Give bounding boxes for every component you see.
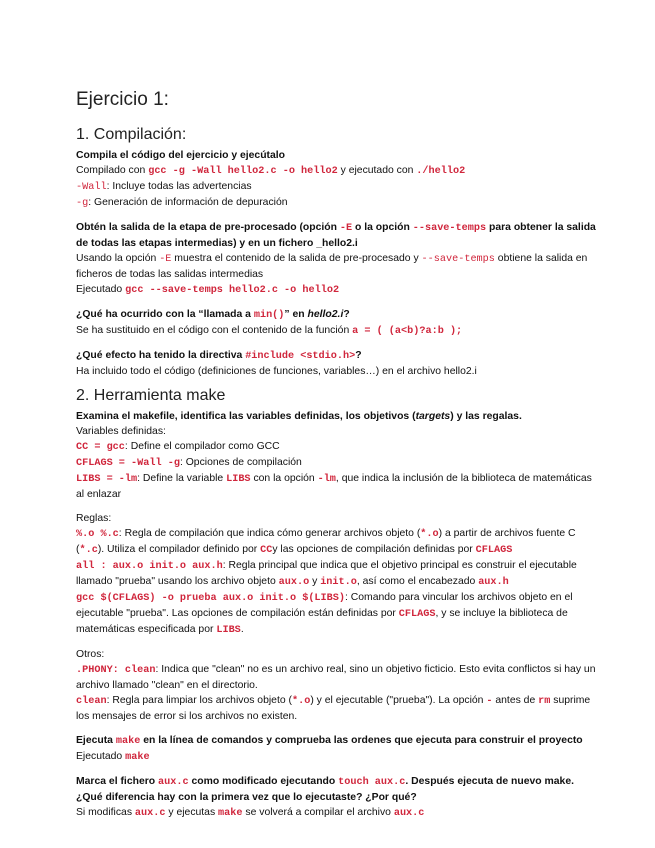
var-cc: CC = gcc: Define el compilador como GCC: [76, 441, 280, 453]
question-compila: Compila el código del ejercicio y ejecútalo: [76, 150, 286, 161]
question-makefile: Examina el makefile, identifica las variables definidas, los objetivos (targets) y las regalas.: [76, 411, 522, 422]
page-title: Ejercicio 1:: [76, 89, 169, 110]
answer-touch: Si modificas aux.c y ejecutas make se volverá a compilar el archivo aux.c: [76, 807, 425, 819]
section-compilacion-heading: 1. Compilación:: [76, 126, 187, 143]
others-label: Otros:: [76, 649, 105, 660]
answer-ejecutado-save-temps: Ejecutado gcc --save-temps hello2.c -o hello2: [76, 284, 340, 296]
question-include: ¿Qué efecto ha tenido la directiva #include <stdio.h>?: [76, 350, 362, 362]
answer-compilado: Compilado con gcc -g -Wall hello2.c -o hello2 y ejecutado con ./hello2: [76, 165, 466, 177]
document-page: [76, 88, 596, 821]
question-preprocesado: Obtén la salida de la etapa de pre-procesado (opción -E o la opción --save-temps para obtener la salida de todas las etapas intermedias) y en un fichero _hello2.i: [76, 222, 596, 249]
g-line: -g: Generación de información de depuración: [76, 197, 288, 209]
other-clean: clean: Regla para limpiar los archivos objeto (*.o) y el ejecutable ("prueba"). La opción - antes de rm suprime los mensajes de error si los archivos no existen.: [76, 695, 591, 722]
rule-all: all : aux.o init.o aux.h: Regla principal que indica que el objetivo principal es construir el ejecutable llamado "prueba" usando los archivo objeto aux.o y init.o, así como el encabezado aux.h: [76, 560, 577, 588]
section-make-heading: 2. Herramienta make: [76, 387, 226, 404]
answer-min: Se ha sustituido en el código con el contenido de la función a = ( (a<b)?a:b );: [76, 325, 463, 337]
question-diferencia: ¿Qué diferencia hay con la primera vez que lo ejecutaste? ¿Por qué?: [76, 792, 417, 803]
question-min: ¿Qué ha ocurrido con la “llamada a min()” en hello2.i?: [76, 309, 350, 321]
rule-pattern: %.o %.c: Regla de compilación que indica cómo generar archivos objeto (*.o) a partir de archivos fuente C (*.c). Utiliza el compilador definido por CCy las opciones de compilación definidas por CFLAGS: [76, 528, 576, 556]
vars-label: Variables definidas:: [76, 426, 166, 437]
answer-include: Ha incluido todo el código (definiciones de funciones, variables…) en el archivo hello2.i: [76, 366, 477, 377]
answer-ejecutado-make: Ejecutado make: [76, 751, 150, 763]
other-phony: .PHONY: clean: Indica que "clean" no es un archivo real, sino un objetivo ficticio. Esto evita conflictos si hay un archivo llamado "clean" en el directorio.: [76, 664, 596, 691]
answer-preprocesado: Usando la opción -E muestra el contenido de la salida de pre-procesado y --save-temps obtiene la salida en ficheros de todas las salidas intermedias: [76, 253, 588, 280]
rule-gcc-link: gcc $(CFLAGS) -o prueba aux.o init.o $(LIBS): Comando para vincular los archivos objeto en el ejecutable "prueba". Las opciones de compilación están definidas por CFLAGS, y se incluye la biblioteca de matemáticas especificada por LIBS.: [76, 592, 573, 636]
question-touch: Marca el fichero aux.c como modificado ejecutando touch aux.c. Después ejecuta de nuevo make.: [76, 776, 575, 788]
question-ejecuta-make: Ejecuta make en la línea de comandos y comprueba las ordenes que ejecuta para construir el proyecto: [76, 735, 583, 747]
var-cflags: CFLAGS = -Wall -g: Opciones de compilación: [76, 457, 302, 469]
rules-label: Reglas:: [76, 513, 112, 524]
var-libs: LIBS = -lm: Define la variable LIBS con la opción -lm, que indica la inclusión de la biblioteca de matemáticas al enlazar: [76, 473, 592, 500]
wall-line: -Wall: Incluye todas las advertencias: [76, 181, 252, 193]
